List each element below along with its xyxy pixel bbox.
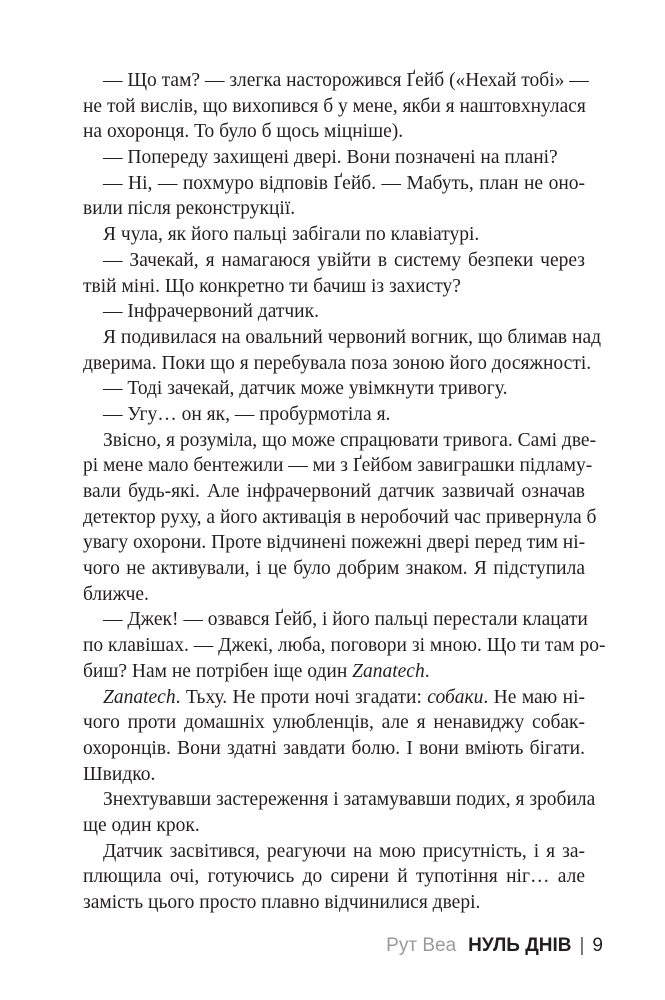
- text-line: ще один крок.: [83, 814, 200, 836]
- text-line: — Що там? — злегка насторожився Ґейб («Нехай тобі» —: [103, 70, 589, 91]
- text-line: — Тоді зачекай, датчик може увімкнути тривогу.: [103, 378, 508, 400]
- text-line: по клавішах. — Джекі, люба, поговори зі мною. Що ти там ро-: [83, 635, 606, 657]
- text-line: чого проти домашніх улюбленців, але я ненавиджу собак-: [83, 712, 585, 734]
- page-footer: [386, 935, 603, 957]
- footer-book-title: НУЛЬ ДНІВ: [468, 935, 572, 956]
- paragraph: [83, 376, 585, 402]
- text-line: Знехтувавши застереження і затамувавши подих, я зробила: [103, 789, 596, 811]
- paragraph: [83, 839, 585, 916]
- text-line: рі мене мало бентежили — ми з Ґейбом завиграшки підламу-: [83, 455, 593, 477]
- text-line: Швидко.: [83, 763, 156, 785]
- text-line: замість цього просто плавно відчинилися двері.: [83, 892, 481, 913]
- text-line: Zanatech. Тьху. Не проти ночі згадати: собаки. Не маю ні-: [103, 686, 586, 708]
- text-line: вили після реконструкції.: [83, 198, 296, 220]
- paragraph: [83, 685, 585, 788]
- text-line: ближче.: [83, 583, 149, 605]
- text-line: — Попереду захищені двері. Вони позначені на плані?: [103, 147, 558, 169]
- text-line: на охоронця. То було б щось міцніше).: [83, 121, 404, 143]
- text-line: не той вислів, що вихопився б у мене, якби я наштовхнулася: [83, 95, 586, 117]
- text-line: Датчик засвітився, реагуючи на мою присутність, і я за-: [103, 840, 585, 862]
- paragraph: [83, 222, 585, 248]
- paragraph: [83, 68, 589, 145]
- text-line: чого не активували, і це було добрим знаком. Я підступила: [83, 558, 585, 580]
- text-line: детектор руху, а його активація в неробочий час привернула б: [83, 506, 597, 528]
- text-line: охоронців. Вони здатні завдати болю. І вони вміють бігати.: [83, 737, 585, 759]
- text-line: — Угу… он як, — пробурмотіла я.: [103, 403, 391, 425]
- footer-separator: |: [579, 935, 585, 956]
- paragraph: [83, 325, 602, 376]
- text-line: — Інфрачервоний датчик.: [103, 301, 319, 323]
- text-line: — Зачекай, я намагаюся увійти в систему безпеки через: [103, 249, 585, 271]
- paragraph: [83, 171, 585, 222]
- text-line: Звісно, я розуміла, що може спрацювати тривога. Самі две-: [103, 429, 597, 451]
- paragraph: [83, 248, 585, 299]
- text-line: твій міні. Що конкретно ти бачиш із захисту?: [83, 275, 461, 297]
- text-line: дверима. Поки що я перебувала поза зоною його досяжності.: [83, 352, 592, 374]
- paragraph: [83, 428, 597, 608]
- text-line: увагу охорони. Проте відчинені пожежні двері перед тим ні-: [83, 532, 586, 554]
- text-line: — Джек! — озвався Ґейб, і його пальці перестали клацати: [103, 609, 588, 631]
- text-line: Я подивилася на овальний червоний вогник, що блимав над: [103, 326, 602, 348]
- paragraph: [83, 299, 585, 325]
- text-line: плющила очі, готуючись до сирени й тупотіння ніг… але: [83, 866, 585, 888]
- paragraph: [83, 145, 585, 171]
- paragraph: [83, 402, 585, 428]
- page-number: 9: [592, 935, 603, 956]
- text-line: Я чула, як його пальці забігали по клавіатурі.: [103, 224, 480, 246]
- footer-author: Рут Веа: [386, 935, 457, 956]
- book-page-text: [83, 68, 606, 916]
- text-line: — Ні, — похмуро відповів Ґейб. — Мабуть, план не оно-: [103, 172, 585, 194]
- text-line: вали будь-які. Але інфрачервоний датчик зазвичай означав: [83, 481, 585, 502]
- text-line: биш? Нам не потрібен іще один Zanatech.: [83, 660, 430, 682]
- paragraph: [83, 787, 596, 838]
- paragraph: [83, 607, 606, 684]
